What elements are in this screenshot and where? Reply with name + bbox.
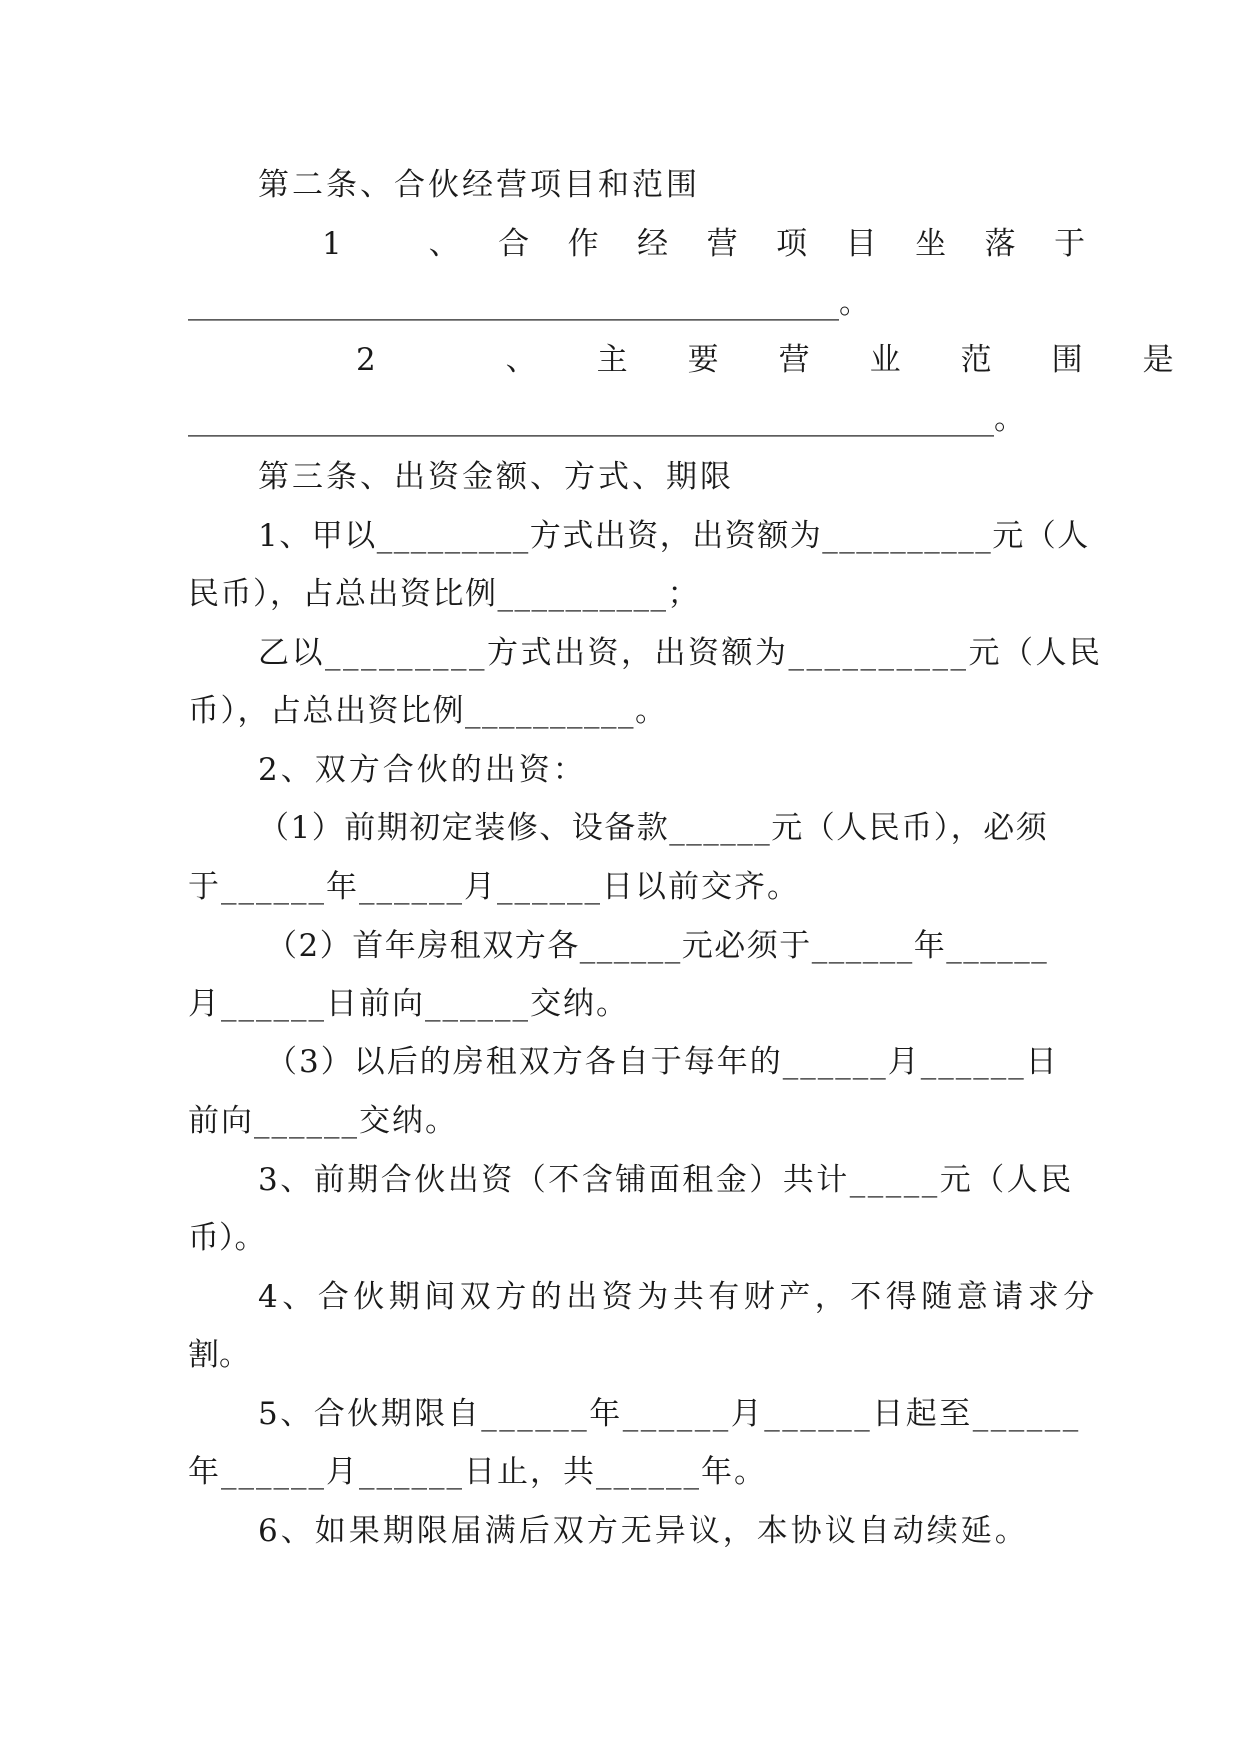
clause-3-4-text: 4、合伙期间双方的出资为共有财产，不得随意请求分 (258, 1279, 1099, 1315)
clause-2-1-blank: __________________________________________。 (188, 285, 870, 321)
clause-3-2-1-text: （1）前期初定装修、设备款______元（人民币），必须 (258, 810, 1049, 846)
clause-3-1-party-b-cont: 币），占总出资比例__________。 (188, 693, 668, 729)
clause-3-2-2-cont: 月______日前向______交纳。 (188, 986, 629, 1022)
clause-3-1-party-a-cont: 民币），占总出资比例__________； (188, 576, 700, 612)
clause-3-2-3-text: （3）以后的房租双方各自于每年的______月______日 (266, 1044, 1059, 1080)
clause-3-5-text: 5、合伙期限自______年______月______日起至______ (258, 1396, 1081, 1432)
clause-3-3-cont: 币）。 (188, 1220, 266, 1256)
clause-3-3-text: 3、前期合伙出资（不含铺面租金）共计_____元（人民 (258, 1162, 1074, 1198)
clause-2-1-text: 1 、合作经营项目坐落于 (322, 226, 1124, 262)
clause-3-2-1-cont: 于______年______月______日以前交齐。 (188, 869, 800, 905)
clause-3-1-party-b: 乙以_________方式出资，出资额为__________元（人民 (258, 635, 1103, 671)
clause-3-5-cont: 年______月______日止，共______年。 (188, 1454, 767, 1490)
article-2-heading: 第二条、合伙经营项目和范围 (258, 167, 700, 203)
clause-2-2-text: 2 、主要营业范围是 (356, 342, 1234, 378)
article-3-heading: 第三条、出资金额、方式、期限 (258, 459, 734, 495)
clause-3-4-cont: 割。 (188, 1337, 250, 1373)
clause-3-2-3-cont: 前向______交纳。 (188, 1103, 458, 1139)
clause-3-2-2-text: （2）首年房租双方各______元必须于______年______ (266, 928, 1049, 964)
clause-3-6-text: 6、如果期限届满后双方无异议，本协议自动续延。 (258, 1513, 1029, 1549)
clause-3-2-text: 2、双方合伙的出资： (258, 752, 587, 788)
clause-2-2-blank: ____________________________________________________。 (188, 401, 1025, 437)
clause-3-1-party-a: 1、甲以_________方式出资，出资额为__________元（人 (258, 518, 1090, 554)
